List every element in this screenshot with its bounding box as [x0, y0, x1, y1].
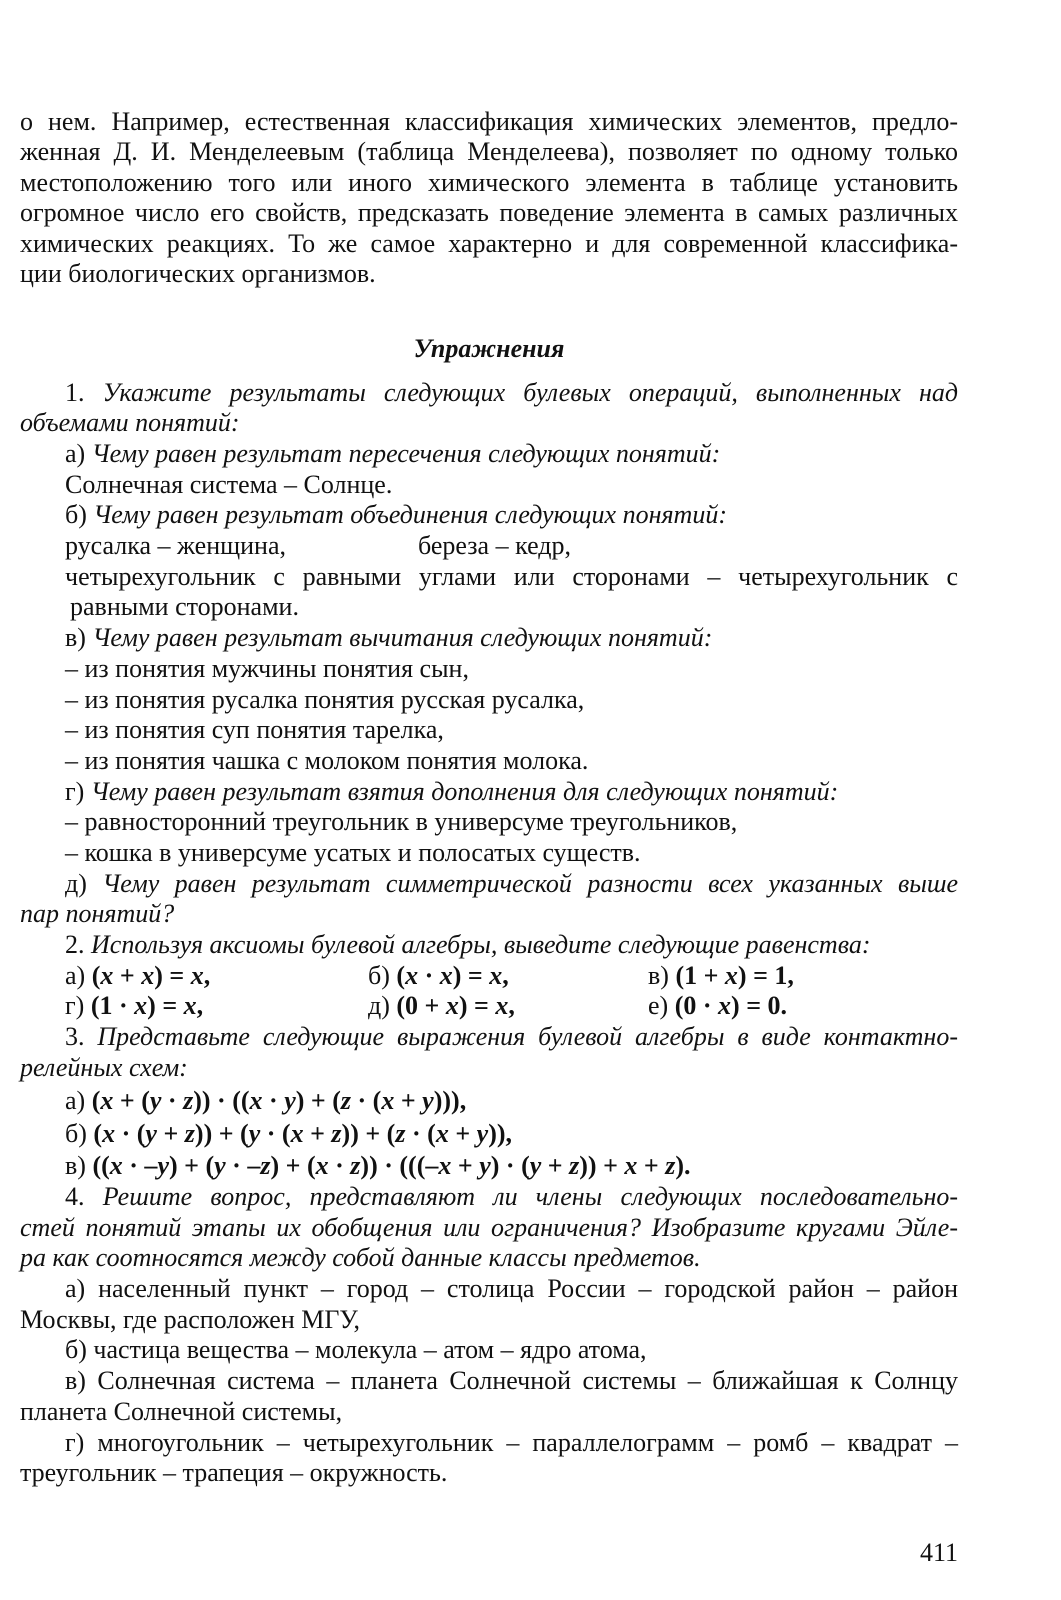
intro-line: местоположению того или иного химического элемента в таблице установить [20, 167, 958, 197]
equation-row [20, 991, 958, 1022]
page-body [20, 107, 958, 1489]
part-item: – из понятия мужчины понятия сын, [65, 653, 469, 683]
part-heading [20, 623, 958, 654]
exercise-prompt-line [20, 1182, 958, 1213]
exercise-3 [20, 1022, 958, 1182]
part-label: д) [65, 868, 87, 898]
exercise-number: 1. [65, 377, 85, 407]
expression-line [20, 1151, 958, 1182]
part-label: б) [65, 1335, 87, 1365]
exercise-1 [20, 378, 958, 930]
expression-label: в) [65, 1151, 86, 1181]
part-item: – из понятия русалка понятия русская русалка, [65, 684, 585, 714]
intro-paragraph [20, 107, 958, 289]
part-heading [20, 777, 958, 808]
part-item-pair [20, 531, 958, 562]
exercises-section [20, 378, 958, 1489]
exercise-number: 3. [65, 1022, 85, 1052]
part-item: – из понятия суп понятия тарелка, [65, 715, 444, 745]
equation-expr: (x · x) = x, [396, 960, 509, 990]
part-text: Солнечная система – планета Солнечной системы – ближайшая к Солнцу [97, 1366, 958, 1396]
part-prompt-line: пар понятий? [20, 899, 175, 929]
equation [648, 991, 787, 1022]
part-line [20, 1274, 958, 1305]
equation-label: в) [648, 960, 669, 990]
part-label: а) [65, 1274, 86, 1304]
exercise-prompt-line: ра как соотносятся между собой данные классы предметов. [20, 1243, 701, 1273]
exercise-2 [20, 930, 958, 1022]
equation-expr: (1 + x) = 1, [675, 960, 794, 990]
part-line: треугольник – трапеция – окружность. [20, 1458, 448, 1488]
equation [65, 961, 210, 992]
part-item: – равносторонний треугольник в универсуме треугольников, [65, 807, 738, 837]
exercise-prompt-line: стей понятий этапы их обобщения или ограничения? Изобразите кругами Эйле- [20, 1212, 958, 1242]
exercise-prompt: Укажите результаты следующих булевых операций, выполненных над [102, 377, 959, 407]
expression-label: а) [65, 1086, 86, 1116]
part-prompt: Чему равен результат взятия дополнения для следующих понятий: [90, 776, 839, 806]
part-item: русалка – женщина, [65, 531, 286, 561]
exercise-prompt: Представьте следующие выражения булевой алгебры в виде контактно- [97, 1022, 958, 1052]
part-item: – из понятия чашка с молоком понятия молока. [65, 745, 589, 775]
intro-line: химических реакциях. То же самое характерно и для современной классифика- [20, 228, 958, 258]
exercise-number: 4. [65, 1182, 85, 1211]
expression-formula: (x · (y + z)) + (y · (x + z)) + (z · (x + y)), [93, 1119, 513, 1149]
expression-formula: (x + (y · z)) · ((x · y) + (z · (x + y))), [91, 1086, 467, 1116]
equation-label: е) [648, 991, 669, 1021]
part-item: береза – кедр, [418, 531, 572, 561]
part-heading [20, 439, 958, 470]
part-label: б) [65, 500, 87, 530]
exercise-prompt: Используя аксиомы булевой алгебры, выведите следующие равенства: [91, 930, 871, 959]
part-prompt: Чему равен результат объединения следующих понятий: [93, 500, 727, 530]
intro-line: о нем. Например, естественная классификация химических элементов, предло- [20, 107, 958, 136]
part-line: Москвы, где расположен МГУ, [20, 1304, 361, 1334]
equation-label: б) [368, 960, 390, 990]
expression-formula: ((x · –y) + (y · –z) + (x · z)) · (((–x + y) · (y + z)) + x + z). [92, 1151, 691, 1181]
part-line [20, 1366, 958, 1397]
equation [648, 961, 794, 992]
intro-line: женная Д. И. Менделеевым (таблица Менделеева), позволяет по одному только [20, 137, 958, 167]
part-label: в) [65, 623, 86, 653]
part-line [20, 1428, 958, 1459]
part-heading [20, 869, 958, 900]
equation-expr: (0 · x) = 0. [674, 991, 788, 1021]
equation [368, 961, 509, 992]
part-item: – кошка в универсуме усатых и полосатых существ. [65, 837, 641, 867]
part-label: в) [65, 1366, 86, 1396]
section-title: Упражнения [413, 333, 565, 363]
exercise-number: 2. [65, 930, 85, 959]
equation-label: г) [65, 991, 85, 1021]
part-line [20, 1335, 958, 1366]
intro-line: ции биологических организмов. [20, 258, 376, 288]
equation-expr: (x + x) = x, [91, 960, 211, 990]
part-line: планета Солнечной системы, [20, 1396, 343, 1426]
equation [368, 991, 515, 1022]
exercise-prompt: Решите вопрос, представляют ли члены следующих последовательно- [102, 1182, 959, 1211]
part-prompt: Чему равен результат симметрической разности всех указанных выше [102, 868, 959, 898]
exercise-prompt-line [20, 1022, 958, 1053]
part-text: многоугольник – четырехугольник – параллелограмм – ромб – квадрат – [97, 1427, 958, 1457]
part-item: четырехугольник с равными углами или сторонами – четырехугольник с [65, 561, 958, 591]
intro-line: огромное число его свойств, предсказать поведение элемента в самых различных [20, 198, 958, 228]
expression-line [20, 1119, 958, 1150]
expression-line [20, 1086, 958, 1117]
part-item: равными сторонами. [70, 592, 299, 622]
exercise-prompt-line [20, 378, 958, 409]
exercise-4 [20, 1182, 958, 1489]
part-item: Солнечная система – Солнце. [65, 469, 393, 499]
part-text: населенный пункт – город – столица России – городской район – район [98, 1274, 958, 1304]
exercise-prompt-line [20, 930, 958, 961]
part-prompt: Чему равен результат пересечения следующих понятий: [91, 439, 721, 468]
exercise-prompt-line: релейных схем: [20, 1052, 188, 1082]
page-number: 411 [919, 1538, 958, 1567]
part-heading [20, 500, 958, 531]
expression-label: б) [65, 1119, 87, 1149]
equation-label: а) [65, 960, 86, 990]
part-label: а) [65, 439, 86, 468]
part-prompt: Чему равен результат вычитания следующих понятий: [92, 623, 713, 653]
exercise-prompt-line: объемами понятий: [20, 408, 240, 438]
equation [65, 991, 203, 1022]
equation-expr: (1 · x) = x, [90, 991, 204, 1021]
part-label: г) [65, 1427, 85, 1457]
equation-label: д) [368, 991, 390, 1021]
part-label: г) [65, 776, 85, 806]
equation-row [20, 961, 958, 992]
equation-expr: (0 + x) = x, [396, 991, 515, 1021]
part-text: частица вещества – молекула – атом – ядро атома, [93, 1335, 647, 1365]
